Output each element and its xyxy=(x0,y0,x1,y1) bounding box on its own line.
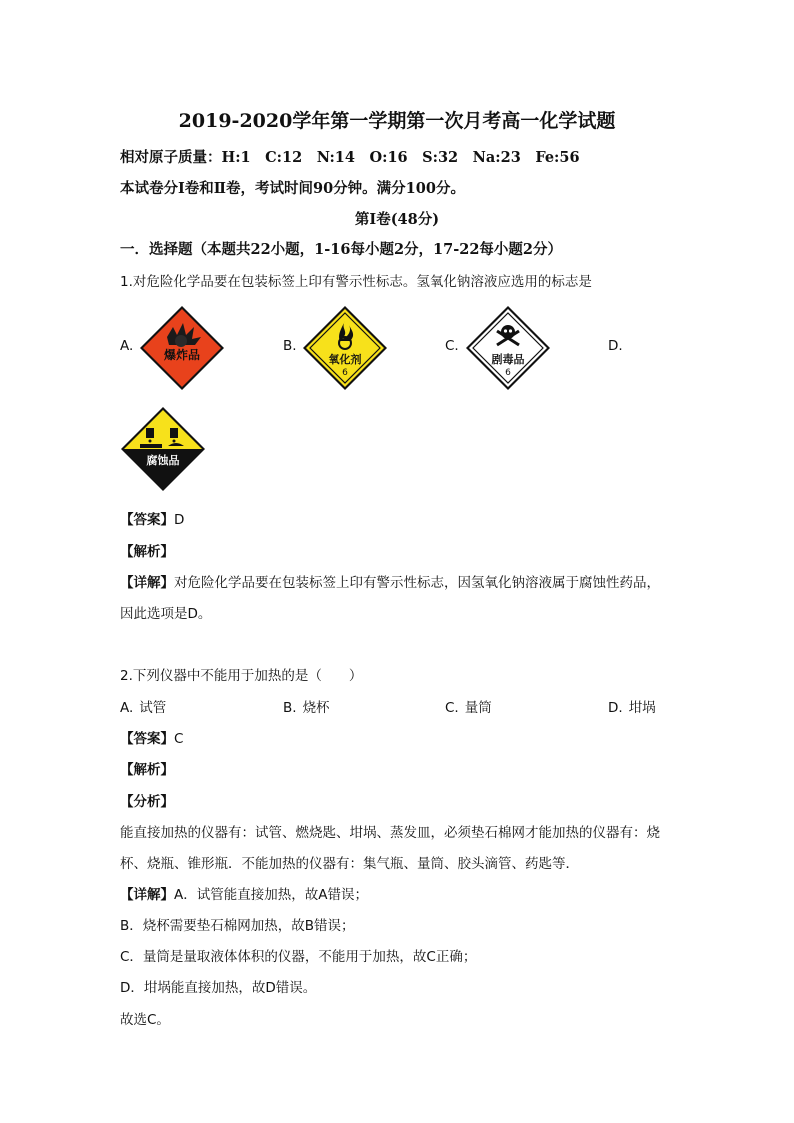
q2-detail-line-c: C．量筒是量取液体体积的仪器，不能用于加热，故C正确； xyxy=(120,949,477,965)
q2-fenxi-line-1: 能直接加热的仪器有：试管、燃烧匙、坩埚、蒸发皿，必须垫石棉网才能加热的仪器有：烧 xyxy=(120,825,660,841)
corrosive-sign xyxy=(120,406,206,492)
q2-option-c[interactable]: C. 量筒 xyxy=(445,700,492,716)
part-title: 第Ⅰ卷(48分) xyxy=(354,211,440,228)
answer-tag: 【答案】 xyxy=(120,512,174,528)
q2-answer xyxy=(120,727,183,747)
answer-value: C xyxy=(174,731,184,747)
svg-text:剧毒品: 剧毒品 xyxy=(491,353,525,366)
answer-value: D xyxy=(174,512,185,528)
q1-option-c-label: C. xyxy=(445,338,459,354)
oxidizer-sign xyxy=(302,305,388,391)
svg-text:爆炸品: 爆炸品 xyxy=(163,348,201,362)
explosion-icon xyxy=(139,305,225,391)
toxic-sign xyxy=(465,305,551,391)
exam-info-line: 本试卷分Ⅰ卷和Ⅱ卷，考试时间90分钟。满分100分。 xyxy=(120,180,465,197)
svg-text:腐蚀品: 腐蚀品 xyxy=(146,454,180,467)
q2-option-b[interactable]: B. 烧杯 xyxy=(283,700,330,716)
q1-option-d-label: D. xyxy=(608,338,623,354)
q2-conclusion: 故选C。 xyxy=(120,1012,170,1028)
corrosion-icon xyxy=(120,406,206,492)
svg-text:氧化剂: 氧化剂 xyxy=(328,353,362,366)
section-title: 一．选择题（本题共22小题，1-16每小题2分，17-22每小题2分） xyxy=(120,241,563,258)
q2-detail-line-a: 【详解】A．试管能直接加热，故A错误； xyxy=(120,887,368,903)
q1-answer xyxy=(120,508,184,528)
answer-tag: 【答案】 xyxy=(120,731,174,747)
q2-detail-line-d: D．坩埚能直接加热，故D错误。 xyxy=(120,980,317,996)
detail-tag: 【详解】 xyxy=(120,887,174,903)
q2-option-a[interactable]: A. 试管 xyxy=(120,700,167,716)
q2-fenxi-tag: 【分析】 xyxy=(120,794,174,810)
question-2-stem: 2.下列仪器中不能用于加热的是（ ） xyxy=(120,668,363,684)
q2-fenxi-line-2: 杯、烧瓶、锥形瓶．不能加热的仪器有：集气瓶、量筒、胶头滴管、药匙等． xyxy=(120,856,579,872)
explosive-sign xyxy=(139,305,225,391)
q1-option-a-label: A. xyxy=(120,338,134,354)
q2-detail-line-b: B．烧杯需要垫石棉网加热，故B错误； xyxy=(120,918,355,934)
page-title: 2019-2020学年第一学期第一次月考高一化学试题 xyxy=(178,110,616,132)
svg-text:6: 6 xyxy=(505,368,511,378)
flame-over-circle-icon xyxy=(302,305,388,391)
q1-analysis-tag: 【解析】 xyxy=(120,544,174,560)
q1-detail-line-1: 【详解】对危险化学品要在包装标签上印有警示性标志，因氢氧化钠溶液属于腐蚀性药品， xyxy=(120,575,660,591)
detail-tag: 【详解】 xyxy=(120,575,174,591)
question-1-stem: 1.对危险化学品要在包装标签上印有警示性标志。氢氧化钠溶液应选用的标志是 xyxy=(120,274,592,290)
atomic-mass-line: 相对原子质量：H:1 C:12 N:14 O:16 S:32 Na:23 Fe:56 xyxy=(120,149,580,166)
skull-crossbones-icon xyxy=(465,305,551,391)
q1-detail-line-2: 因此选项是D。 xyxy=(120,606,212,622)
q1-option-b-label: B. xyxy=(283,338,297,354)
q2-option-d[interactable]: D. 坩埚 xyxy=(608,700,656,716)
svg-text:6: 6 xyxy=(342,368,348,378)
q2-analysis-tag: 【解析】 xyxy=(120,762,174,778)
